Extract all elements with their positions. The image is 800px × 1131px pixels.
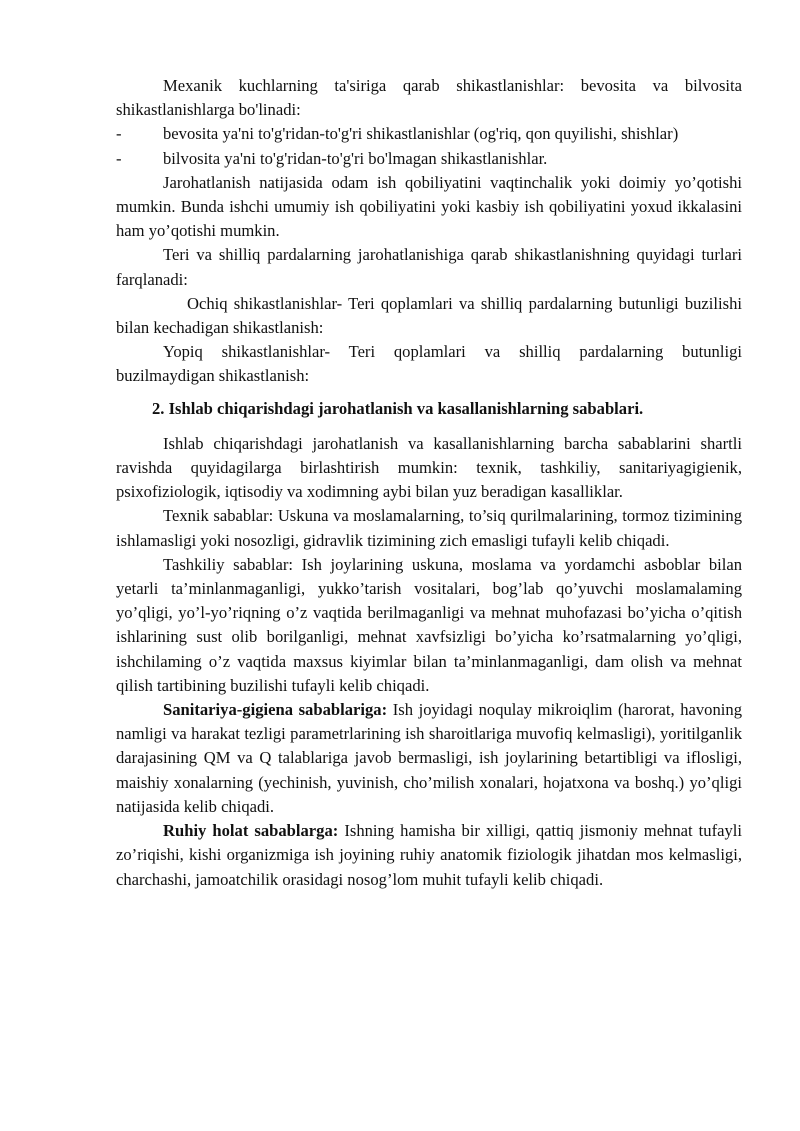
paragraph-causes-overview: Ishlab chiqarishdagi jarohatlanish va kasallanishlarning barcha sabablarini shartli ravishda quyidagilarga birlashtirish mumkin: texnik, tashkiliy, sanitariyagigienik, psixofiziologik, iqtisodiy va xodimning aybi bilan yuz beradigan kasalliklar. <box>116 433 742 502</box>
paragraph-psychological-causes <box>116 819 742 892</box>
list-item: - bilvosita ya'ni to'g'ridan-to'g'ri bo'lmagan shikastlanishlar. <box>116 148 548 168</box>
document-page <box>116 74 742 892</box>
paragraph-sanitary-causes <box>116 698 742 819</box>
list-item-text: bilvosita ya'ni to'g'ridan-to'g'ri bo'lmagan shikastlanishlar. <box>163 148 548 168</box>
paragraph-organizational-causes: Tashkiliy sabablar: Ish joylarining uskuna, moslama va yordamchi asboblar bilan yetarli ta’minlanmaganligi, yukko’tarish vositalari, bog’lab qo’yuvchi moslamalaming yo’qligi, yo’l-yo’riqning o’z vaqtida berilmaganligi va mehnat muhofazasi bo’yicha o’qitish ishlarining sust olib borilganligi, mehnat xavfsizligi bo’yicha ko’rsatmalarning yo’qligi, ishchilaming o’z vaqtida maxsus kiyimlar bilan ta’minlanmaganligi, dam olish va mehnat qilish tartibining buzilishi tufayli kelib chiqadi. <box>116 554 742 695</box>
list-item-text: bevosita ya'ni to'g'ridan-to'g'ri shikastlanishlar (og'riq, qon quyilishi, shishlar) <box>163 124 679 144</box>
list-item: - bevosita ya'ni to'g'ridan-to'g'ri shikastlanishlar (og'riq, qon quyilishi, shishlar) <box>116 124 679 144</box>
psychological-causes-text: Ishning hamisha bir xilligi, qattiq jismoniy mehnat tufayli zo’riqishi, kishi organizmiga ish joyining ruhiy anatomik fiziologik jihatdan mos kelmasligi, charchashi, jamoatchilik orasidagi nosog’lom muhit tufayli kelib chiqadi. <box>116 821 742 889</box>
paragraph-mechanical-injuries: Mexanik kuchlarning ta'siriga qarab shikastlanishlar: bevosita va bilvosita shikastlanishlarga bo'linadi: <box>116 76 742 120</box>
paragraph-work-capacity: Jarohatlanish natijasida odam ish qobiliyatini vaqtinchalik yoki doimiy yo’qotishi mumkin. Bunda ishchi umumiy ish qobiliyatini yoki kasbiy ish qobiliyatini yoxud ikkalasini ham yo’qotishi mumkin. <box>116 172 742 241</box>
sanitary-causes-label: Sanitariya-gigiena sabablariga: <box>163 700 388 720</box>
paragraph-open-injuries: Ochiq shikastlanishlar- Teri qoplamlari va shilliq pardalarning butunligi buzilishi bilan kechadigan shikastlanish: <box>116 293 742 338</box>
paragraph-closed-injuries: Yopiq shikastlanishlar- Teri qoplamlari va shilliq pardalarning butunligi buzilmaydigan shikastlanish: <box>116 342 742 386</box>
paragraph-technical-causes: Texnik sabablar: Uskuna va moslamalarning, to’siq qurilmalarining, tormoz tizimining ishlamasligi yoki nosozligi, gidravlik tizimining zich emasligi tufayli kelib chiqadi. <box>116 506 742 550</box>
section-heading: 2. Ishlab chiqarishdagi jarohatlanish va kasallanishlarning sabablari. <box>152 398 644 418</box>
sanitary-causes-text: Ish joyidagi noqulay mikroiqlim (harorat, havoning namligi va harakat tezligi parametrlarining ish sharoitlariga muvofiq kelmasligi), yoritilganlik darajasining QM va Q talablariga javob bermasligi, ish joylarining betartibligi va iflosligi, maishiy xonalarning (yechinish, yuvinish, cho’milish xonalari, hojatxona va boshq.) yo’qligi natijasida kelib chiqadi. <box>116 700 742 816</box>
paragraph-skin-injuries: Teri va shilliq pardalarning jarohatlanishiga qarab shikastlanishning quyidagi turlari farqlanadi: <box>116 245 742 289</box>
psychological-causes-label: Ruhiy holat sabablarga: <box>163 821 339 841</box>
